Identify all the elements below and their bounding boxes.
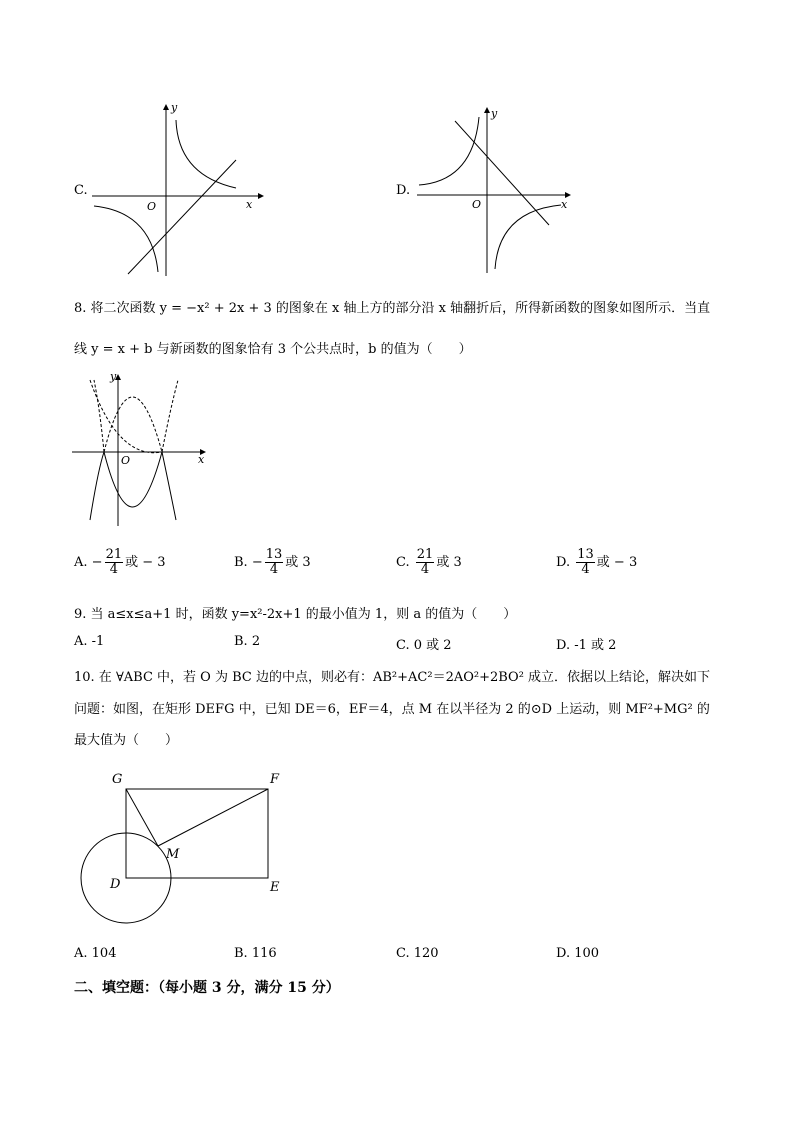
- q9-option-d[interactable]: D. -1 或 2: [556, 638, 617, 653]
- q8-option-a[interactable]: A. − $\frac{21}{4}$ 或 − 3: [74, 547, 166, 577]
- q9-option-b[interactable]: B. 2: [234, 634, 261, 649]
- q8-y-label: y: [110, 370, 117, 383]
- q8-origin-label: O: [121, 454, 131, 467]
- q10-option-b[interactable]: B. 116: [234, 946, 277, 961]
- q7c-origin-label: O: [147, 200, 157, 213]
- q9-stem: 9. 当 a≤x≤a+1 时，函数 y=x²-2x+1 的最小值为 1，则 a 的值为（ ）: [74, 607, 517, 622]
- q7c-x-label: x: [246, 198, 253, 211]
- q8-option-c[interactable]: C. $\frac{21}{4}$ 或 3: [396, 547, 462, 577]
- q8-option-b[interactable]: B. − $\frac{13}{4}$ 或 3: [234, 547, 311, 577]
- q7d-y-label: y: [491, 107, 498, 120]
- q9-option-c[interactable]: C. 0 或 2: [396, 638, 452, 653]
- section-heading-fill-in: 二、填空题：（每小题 3 分，满分 15 分）: [74, 980, 340, 996]
- q8-stem-line2: 线 y = x + b 与新函数的图象恰有 3 个公共点时，b 的值为（ ）: [74, 342, 472, 357]
- q9-option-a[interactable]: A. -1: [74, 634, 105, 649]
- q10-label-e: E: [270, 880, 280, 895]
- q7d-x-label: x: [561, 198, 568, 211]
- q10-stem-line2: 问题：如图，在矩形 DEFG 中，已知 DE＝6，EF＝4，点 M 在以半径为 2 的⊙D 上运动，则 MF²+MG² 的: [74, 702, 710, 717]
- q10-option-d[interactable]: D. 100: [556, 946, 600, 961]
- q7c-y-label: y: [171, 101, 178, 114]
- q8-x-label: x: [198, 453, 205, 466]
- q7-option-c-graph: [90, 100, 270, 280]
- q10-figure: [70, 765, 300, 930]
- q8-stem-line1: 8. 将二次函数 y = −x² + 2x + 3 的图象在 x 轴上方的部分沿 x 轴翻折后，所得新函数的图象如图所示．当直: [74, 301, 711, 316]
- q7d-origin-label: O: [472, 198, 482, 211]
- q10-label-g: G: [112, 772, 123, 787]
- q10-label-f: F: [270, 772, 280, 787]
- q7-option-c-label: C.: [74, 183, 88, 198]
- q10-option-c[interactable]: C. 120: [396, 946, 439, 961]
- q10-label-m: M: [166, 847, 180, 862]
- q10-option-a[interactable]: A. 104: [74, 946, 117, 961]
- q10-stem-line1: 10. 在 ∀ABC 中，若 O 为 BC 边的中点，则必有：AB²+AC²＝2AO²+2BO² 成立．依据以上结论，解决如下: [74, 670, 711, 685]
- q10-stem-line3: 最大值为（ ）: [74, 733, 179, 748]
- q10-label-d: D: [110, 877, 121, 892]
- q7-option-d-graph: [415, 105, 580, 275]
- q8-graph: [70, 370, 210, 530]
- q8-option-d[interactable]: D. $\frac{13}{4}$ 或 − 3: [556, 547, 638, 577]
- q7-option-d-label: D.: [396, 183, 411, 198]
